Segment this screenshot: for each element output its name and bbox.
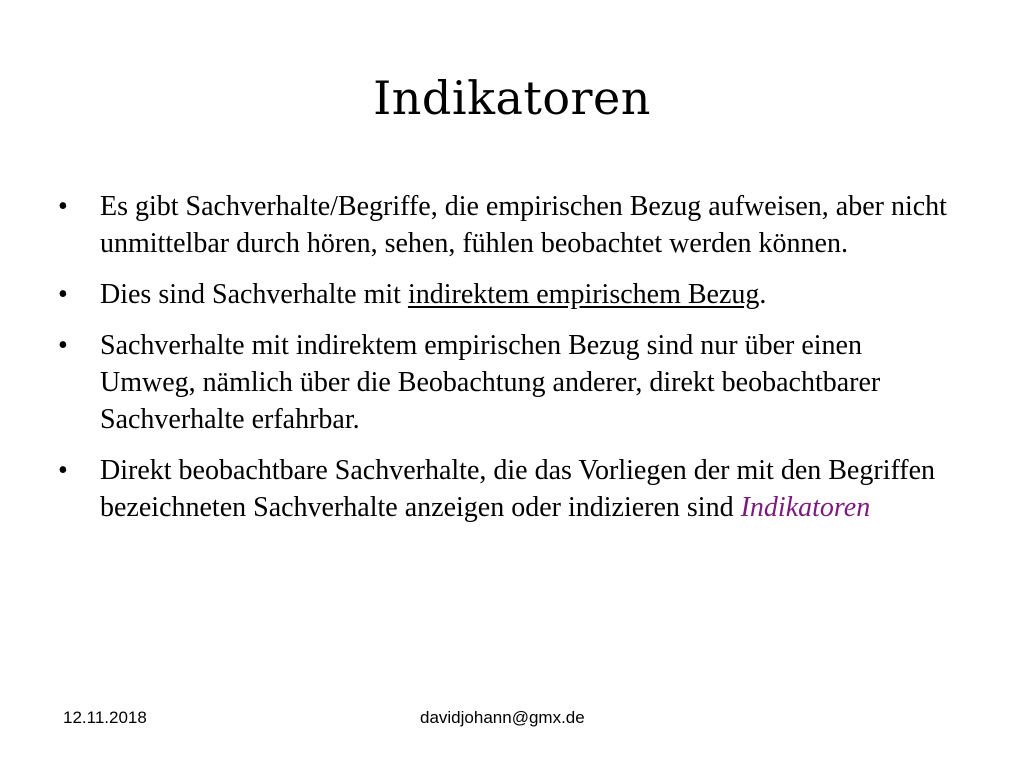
bullet-icon: • [58,279,68,310]
slide-title: Indikatoren [373,71,651,125]
bullet-list [58,188,958,540]
highlighted-term: Indikatoren [740,492,871,523]
bullet-icon: • [58,330,68,361]
footer-date: 12.11.2018 [63,708,147,727]
bullet-icon: • [58,455,68,486]
bullet-text: Es gibt Sachverhalte/Begriffe, die empirischen Bezug aufweisen, aber nicht unmittelbar durch hören, sehen, fühlen beobachtet werden können. [100,191,947,259]
bullet-icon: • [58,191,68,222]
bullet-text-prefix: Direkt beobachtbare Sachverhalte, die das Vorliegen der mit den Begriffen bezeichneten Sachverhalte anzeigen oder indizieren sind [100,455,936,523]
bullet-item [58,452,958,526]
underlined-term: indirektem empirischem Bezug [407,279,760,310]
bullet-item [58,327,958,438]
bullet-text [100,276,766,313]
bullet-text [100,452,958,526]
bullet-item [58,276,958,313]
bullet-text-prefix: Dies sind Sachverhalte mit [100,279,408,310]
footer-email: davidjohann@gmx.de [420,708,585,727]
bullet-item [58,188,958,262]
bullet-text-suffix: . [759,279,767,310]
bullet-text: Sachverhalte mit indirektem empirischen Bezug sind nur über einen Umweg, nämlich über die Beobachtung anderer, direkt beobachtbarer Sachverhalte erfahrbar. [100,330,881,435]
